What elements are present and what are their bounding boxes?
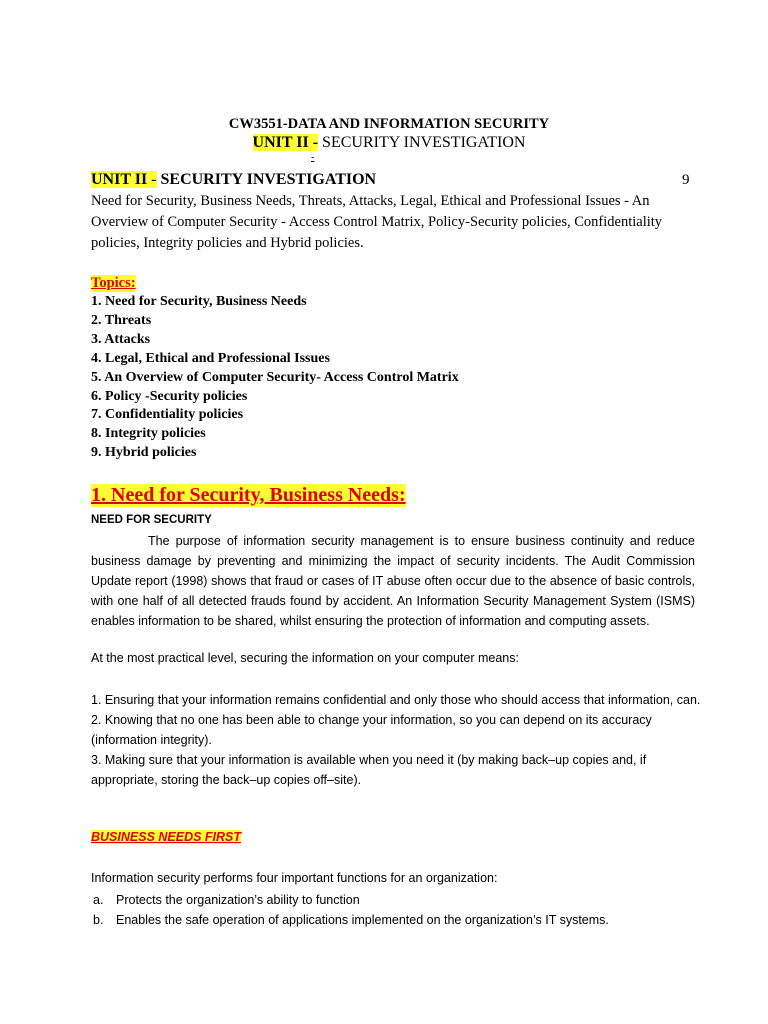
functions-list bbox=[93, 890, 609, 930]
security-point: 3. Making sure that your information is available when you need it (by making back–up copies and, if appropriate, storing the back–up copies off–site). bbox=[91, 753, 647, 787]
function-text: Enables the safe operation of applications implemented on the organization’s IT systems. bbox=[116, 913, 609, 927]
topic-item: 9. Hybrid policies bbox=[91, 445, 197, 461]
security-paragraph bbox=[91, 531, 695, 631]
security-points-list bbox=[91, 690, 701, 790]
unit-subtitle-title: SECURITY INVESTIGATION bbox=[318, 134, 526, 151]
unit-heading-label: UNIT II bbox=[91, 171, 148, 188]
security-point: 1. Ensuring that your information remains confidential and only those who should access that information, can. bbox=[91, 693, 701, 707]
page-number: 9 bbox=[682, 172, 690, 188]
topics-list bbox=[91, 293, 459, 463]
topics-heading: Topics: bbox=[91, 275, 136, 291]
stray-mark: - bbox=[311, 152, 315, 163]
business-needs-heading: BUSINESS NEEDS FIRST bbox=[91, 830, 242, 844]
function-text: Protects the organization’s ability to function bbox=[116, 893, 360, 907]
topic-item: 4. Legal, Ethical and Professional Issues bbox=[91, 350, 330, 366]
unit-subtitle bbox=[0, 134, 768, 152]
unit-heading bbox=[91, 171, 376, 189]
function-item bbox=[93, 890, 609, 910]
unit-heading-dash: - bbox=[147, 171, 157, 188]
business-needs-intro: Information security performs four important functions for an organization: bbox=[91, 871, 498, 885]
security-point: 2. Knowing that no one has been able to change your information, so you can depend on its accuracy (information integrity). bbox=[91, 713, 652, 747]
unit-intro: Need for Security, Business Needs, Threats, Attacks, Legal, Ethical and Professional Issues - An Overview of Computer Security - Access Control Matrix, Policy-Security policies, Confidentiality policies, Integrity policies and Hybrid policies. bbox=[91, 193, 663, 251]
topic-item: 6. Policy -Security policies bbox=[91, 388, 248, 404]
function-marker: a. bbox=[93, 893, 104, 907]
unit-subtitle-label: UNIT II - bbox=[252, 134, 319, 151]
course-title: CW3551-DATA AND INFORMATION SECURITY bbox=[228, 116, 550, 132]
topic-item: 3. Attacks bbox=[91, 331, 151, 347]
practical-level-text: At the most practical level, securing the information on your computer means: bbox=[91, 651, 519, 665]
need-for-security-heading: NEED FOR SECURITY bbox=[91, 514, 212, 526]
topic-item: 2. Threats bbox=[91, 312, 152, 328]
security-paragraph-text: The purpose of information security management is to ensure business continuity and reduce business damage by preventing and minimizing the impact of security incidents. The Audit Commission Update report (1998) shows that fraud or cases of IT abuse often occur due to the absence of basic controls, with one half of all detected frauds found by accident. An Information Security Management System (ISMS) enables information to be shared, whilst ensuring the protection of information and computing assets. bbox=[91, 534, 695, 628]
topic-item: 8. Integrity policies bbox=[91, 426, 206, 442]
topic-item: 7. Confidentiality policies bbox=[91, 407, 244, 423]
topic-item: 5. An Overview of Computer Security- Access Control Matrix bbox=[91, 369, 459, 385]
unit-heading-title: SECURITY INVESTIGATION bbox=[156, 171, 377, 188]
topic-item: 1. Need for Security, Business Needs bbox=[91, 294, 307, 309]
function-item bbox=[93, 910, 609, 930]
function-marker: b. bbox=[93, 913, 104, 927]
section-heading: 1. Need for Security, Business Needs: bbox=[91, 484, 406, 506]
